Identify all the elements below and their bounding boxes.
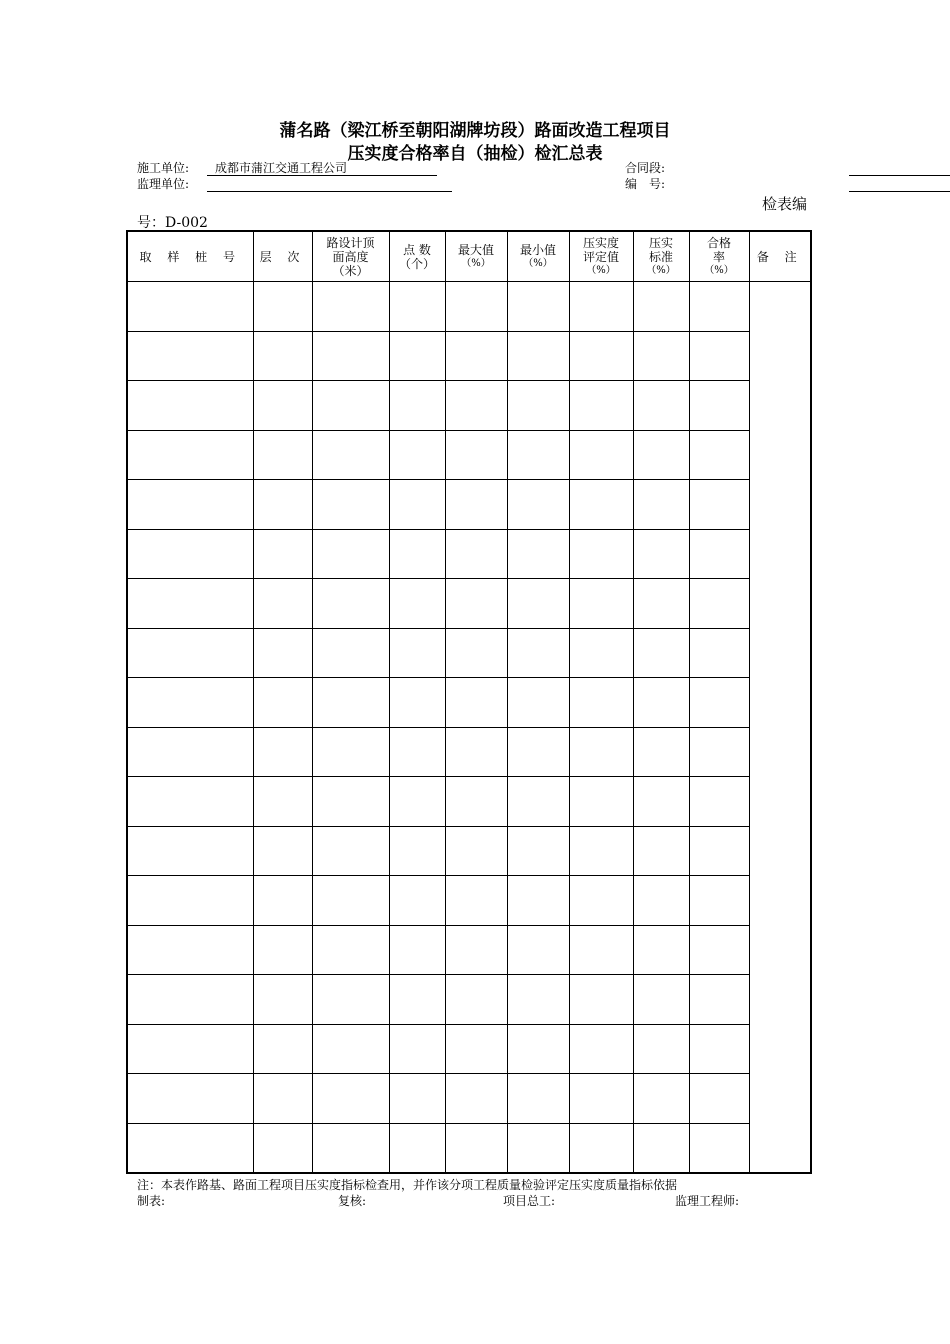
cell-standard [633,381,689,431]
cell-pass-rate [689,975,749,1025]
prepared-by-label: 制表: [137,1194,166,1208]
cell-stake [127,1024,253,1074]
cell-evaluation [569,430,633,480]
cell-min [507,727,569,777]
contract-section-label: 合同段: [625,161,666,175]
cell-design-elevation [312,529,389,579]
table-row [127,975,811,1025]
cell-points [389,381,445,431]
cell-max [445,628,507,678]
number-field [849,177,950,192]
cell-pass-rate [689,727,749,777]
cell-evaluation [569,1024,633,1074]
cell-pass-rate [689,925,749,975]
cell-points [389,628,445,678]
cell-standard [633,1024,689,1074]
cell-pass-rate [689,529,749,579]
cell-points [389,331,445,381]
cell-standard [633,777,689,827]
cell-pass-rate [689,1123,749,1173]
header-evaluation: 压实度 评定值 （%） [569,231,633,282]
cell-max [445,975,507,1025]
table-row [127,1024,811,1074]
cell-pass-rate [689,381,749,431]
cell-max [445,826,507,876]
cell-layer [253,678,312,728]
cell-stake [127,876,253,926]
supervision-unit-field [207,177,452,192]
cell-stake [127,331,253,381]
table-row [127,925,811,975]
cell-layer [253,430,312,480]
construction-unit-value: 成都市蒲江交通工程公司 [215,161,348,175]
cell-max [445,1024,507,1074]
cell-evaluation [569,727,633,777]
cell-design-elevation [312,1024,389,1074]
cell-standard [633,480,689,530]
cell-layer [253,876,312,926]
cell-points [389,480,445,530]
table-body [127,282,811,1174]
cell-stake [127,678,253,728]
cell-layer [253,282,312,332]
document-title-line1: 蒲名路（梁江桥至朝阳湖牌坊段）路面改造工程项目 [279,121,671,141]
supervision-unit-label: 监理单位: [137,177,190,191]
cell-stake [127,430,253,480]
cell-max [445,925,507,975]
cell-max [445,579,507,629]
cell-standard [633,628,689,678]
header-max: 最大值 （%） [445,231,507,282]
header-design-elevation: 路设计顶 面高度 （米） [312,231,389,282]
project-chief-label: 项目总工: [503,1194,556,1208]
cell-standard [633,826,689,876]
cell-points [389,529,445,579]
cell-min [507,1123,569,1173]
cell-evaluation [569,381,633,431]
cell-pass-rate [689,1074,749,1124]
cell-design-elevation [312,876,389,926]
cell-layer [253,1123,312,1173]
cell-min [507,579,569,629]
table-row [127,876,811,926]
document-title-line2: 压实度合格率自（抽检）检汇总表 [347,144,603,164]
cell-evaluation [569,777,633,827]
table-row [127,529,811,579]
table-row [127,480,811,530]
cell-max [445,430,507,480]
cell-pass-rate [689,480,749,530]
cell-standard [633,727,689,777]
construction-unit-label: 施工单位: [137,161,190,175]
cell-pass-rate [689,579,749,629]
cell-layer [253,579,312,629]
header-points: 点 数 （个） [389,231,445,282]
cell-max [445,331,507,381]
cell-points [389,1074,445,1124]
cell-min [507,826,569,876]
cell-points [389,678,445,728]
cell-design-elevation [312,678,389,728]
cell-max [445,282,507,332]
cell-stake [127,1123,253,1173]
cell-min [507,777,569,827]
cell-stake [127,529,253,579]
cell-layer [253,777,312,827]
cell-design-elevation [312,826,389,876]
cell-design-elevation [312,777,389,827]
cell-layer [253,925,312,975]
table-row [127,777,811,827]
table-note: 注：本表作路基、路面工程项目压实度指标检查用，并作该分项工程质量检验评定压实度质量指标依据 [137,1178,678,1192]
cell-standard [633,1074,689,1124]
header-layer: 层 次 [253,231,312,282]
table-row [127,727,811,777]
cell-pass-rate [689,331,749,381]
cell-layer [253,826,312,876]
table-row [127,826,811,876]
cell-points [389,1123,445,1173]
cell-min [507,331,569,381]
cell-min [507,480,569,530]
header-pass-rate: 合格 率 （%） [689,231,749,282]
cell-design-elevation [312,628,389,678]
cell-evaluation [569,678,633,728]
cell-standard [633,282,689,332]
header-min: 最小值 （%） [507,231,569,282]
cell-layer [253,381,312,431]
cell-min [507,381,569,431]
cell-min [507,529,569,579]
cell-min [507,430,569,480]
cell-standard [633,331,689,381]
cell-evaluation [569,331,633,381]
cell-min [507,628,569,678]
cell-min [507,282,569,332]
cell-points [389,826,445,876]
cell-max [445,381,507,431]
cell-remarks [749,282,811,1174]
cell-stake [127,381,253,431]
cell-evaluation [569,529,633,579]
table-row [127,331,811,381]
cell-max [445,678,507,728]
cell-design-elevation [312,381,389,431]
contract-section-field [849,161,950,176]
table-row [127,282,811,332]
cell-standard [633,678,689,728]
form-number-part1: 检表编 [762,195,808,213]
cell-standard [633,1123,689,1173]
cell-layer [253,628,312,678]
table-row [127,1123,811,1173]
cell-evaluation [569,975,633,1025]
cell-points [389,282,445,332]
cell-stake [127,925,253,975]
cell-pass-rate [689,430,749,480]
table-row [127,579,811,629]
header-remarks: 备 注 [749,231,811,282]
cell-evaluation [569,876,633,926]
cell-evaluation [569,579,633,629]
cell-points [389,925,445,975]
cell-stake [127,628,253,678]
cell-layer [253,480,312,530]
cell-evaluation [569,826,633,876]
cell-pass-rate [689,826,749,876]
cell-min [507,1024,569,1074]
reviewed-by-label: 复核: [338,1194,367,1208]
cell-evaluation [569,480,633,530]
cell-standard [633,529,689,579]
cell-stake [127,1074,253,1124]
cell-standard [633,876,689,926]
cell-max [445,727,507,777]
cell-min [507,1074,569,1124]
cell-min [507,678,569,728]
cell-layer [253,727,312,777]
cell-pass-rate [689,777,749,827]
cell-design-elevation [312,480,389,530]
cell-max [445,1123,507,1173]
cell-evaluation [569,628,633,678]
cell-max [445,480,507,530]
table-header-row [127,231,811,282]
cell-stake [127,480,253,530]
cell-min [507,876,569,926]
construction-unit-field [207,161,437,176]
table-row [127,430,811,480]
cell-points [389,579,445,629]
cell-max [445,1074,507,1124]
number-label: 编 号: [625,177,666,191]
cell-pass-rate [689,876,749,926]
cell-design-elevation [312,1074,389,1124]
header-standard: 压实 标准 （%） [633,231,689,282]
cell-standard [633,975,689,1025]
cell-min [507,975,569,1025]
cell-points [389,727,445,777]
cell-pass-rate [689,1024,749,1074]
cell-layer [253,1074,312,1124]
cell-standard [633,925,689,975]
inspection-table [126,230,812,1174]
cell-stake [127,826,253,876]
cell-layer [253,529,312,579]
cell-points [389,1024,445,1074]
table-row [127,1074,811,1124]
cell-layer [253,1024,312,1074]
cell-standard [633,579,689,629]
cell-design-elevation [312,975,389,1025]
form-number-part2: 号：D-002 [137,215,208,231]
table-row [127,678,811,728]
cell-evaluation [569,925,633,975]
table-row [127,628,811,678]
cell-design-elevation [312,282,389,332]
cell-points [389,777,445,827]
cell-points [389,975,445,1025]
cell-design-elevation [312,1123,389,1173]
cell-max [445,777,507,827]
cell-min [507,925,569,975]
cell-layer [253,975,312,1025]
cell-max [445,876,507,926]
cell-stake [127,727,253,777]
cell-points [389,876,445,926]
cell-design-elevation [312,430,389,480]
cell-design-elevation [312,331,389,381]
cell-pass-rate [689,678,749,728]
cell-stake [127,975,253,1025]
cell-evaluation [569,282,633,332]
header-stake: 取 样 桩 号 [127,231,253,282]
cell-stake [127,579,253,629]
cell-pass-rate [689,282,749,332]
cell-pass-rate [689,628,749,678]
cell-design-elevation [312,579,389,629]
cell-evaluation [569,1123,633,1173]
cell-design-elevation [312,727,389,777]
cell-stake [127,777,253,827]
cell-max [445,529,507,579]
supervisor-label: 监理工程师: [675,1194,740,1208]
table-row [127,381,811,431]
cell-stake [127,282,253,332]
cell-evaluation [569,1074,633,1124]
cell-design-elevation [312,925,389,975]
cell-layer [253,331,312,381]
cell-standard [633,430,689,480]
cell-points [389,430,445,480]
